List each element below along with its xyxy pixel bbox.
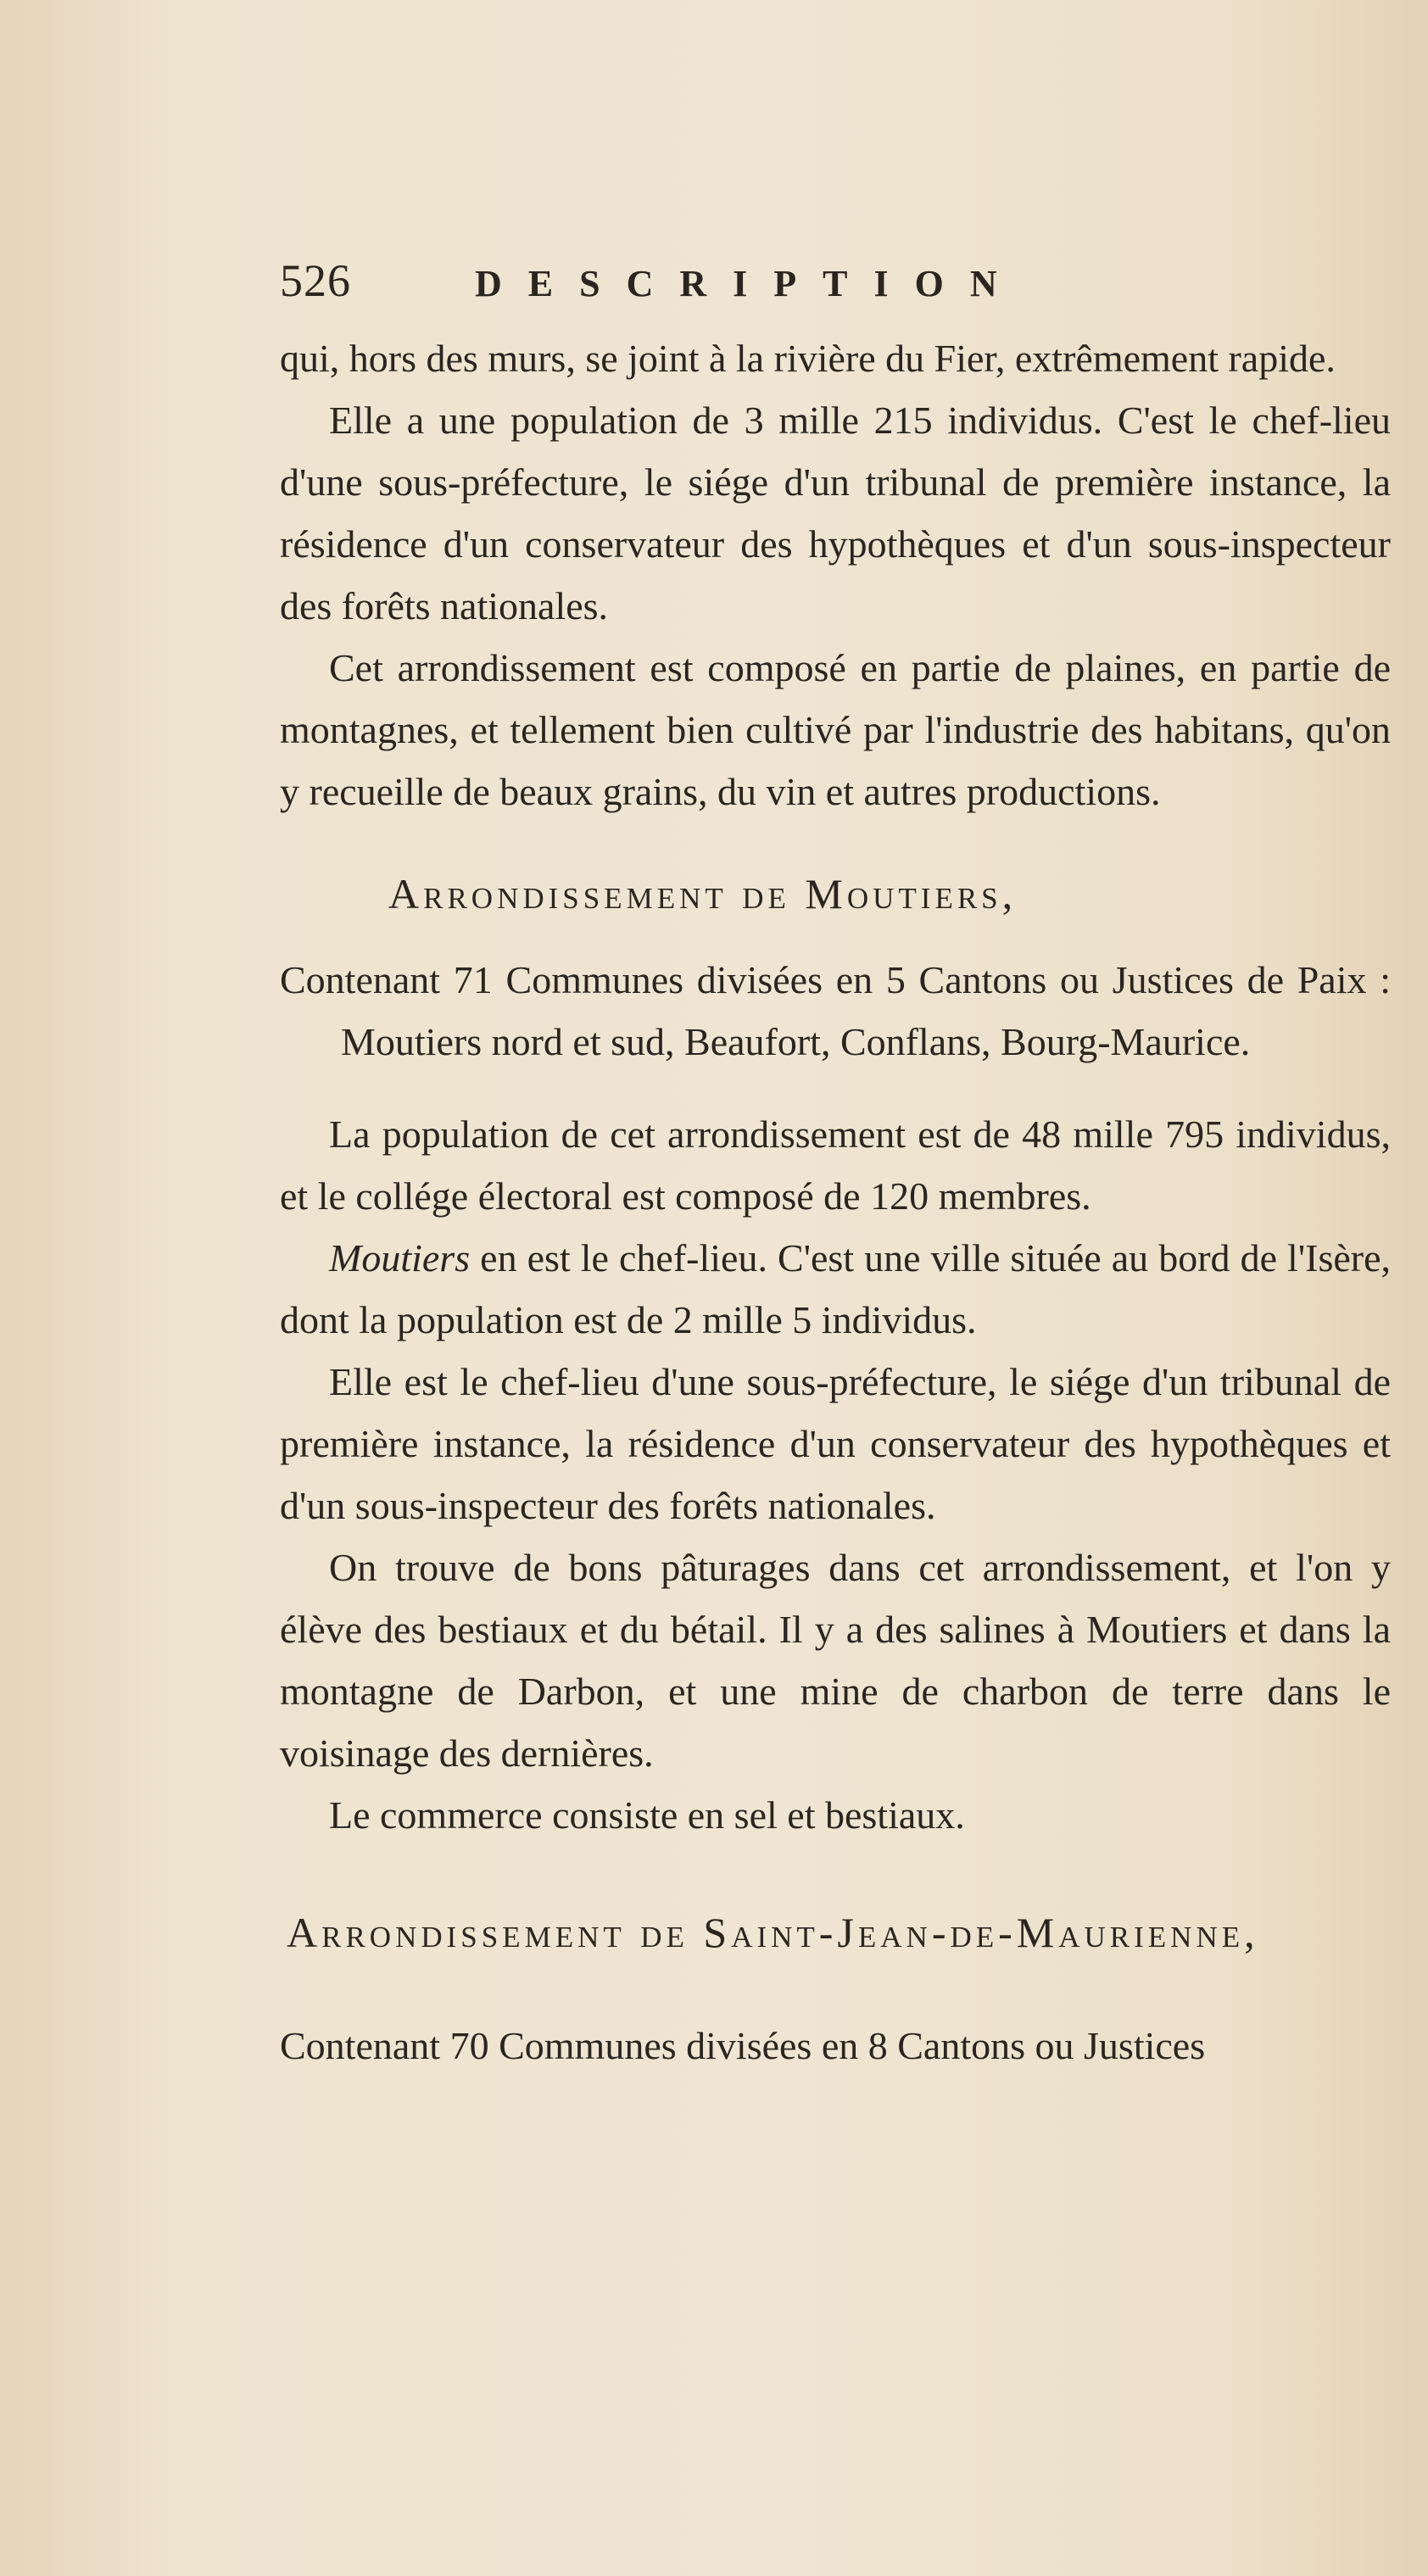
paragraph-arrondissement: Cet arrondissement est composé en partie de plaines, en partie de montagnes, et tellement bien cultivé par l'industrie des habitans, qu'on y recueille de beaux grains, du vin et autres productions. bbox=[280, 646, 1391, 813]
paragraph-moutiers-population: La population de cet arrondissement est de 48 mille 795 individus, et le collége électoral est composé de 120 membres. bbox=[280, 1112, 1391, 1218]
section-heading-maurienne: Arrondissement de Saint-Jean-de-Maurienne, bbox=[287, 1909, 1259, 1956]
italic-moutiers: Moutiers bbox=[329, 1236, 471, 1280]
running-title: DESCRIPTION bbox=[475, 263, 1024, 304]
text-block bbox=[280, 254, 1391, 2107]
page-number: 526 bbox=[280, 255, 351, 306]
paragraph-moutiers-chef-lieu bbox=[280, 1227, 1391, 1351]
paragraph-continuation: qui, hors des murs, se joint à la rivière du Fier, extrêmement rapide. bbox=[280, 337, 1336, 380]
section-heading-moutiers: Arrondissement de Moutiers, bbox=[388, 870, 1018, 917]
paragraph-population: Elle a une population de 3 mille 215 individus. C'est le chef-lieu d'une sous-préfecture, le siége d'un tribunal de première instance, la résidence d'un conservateur des hypothèques et d'un sous-inspecteur des forêts nationales. bbox=[280, 399, 1391, 627]
paragraph-moutiers-chef-lieu-text: en est le chef-lieu. C'est une ville située au bord de l'Isère, dont la population est de 2 mille 5 individus. bbox=[280, 1236, 1391, 1341]
paragraph-moutiers-sous-prefecture: Elle est le chef-lieu d'une sous-préfecture, le siége d'un tribunal de première instance, la résidence d'un conservateur des hypothèques et d'un sous-inspecteur des forêts nationales. bbox=[280, 1360, 1391, 1527]
paragraph-moutiers-commerce: Le commerce consiste en sel et bestiaux. bbox=[329, 1793, 965, 1837]
contenant-moutiers: Contenant 71 Communes divisées en 5 Cantons ou Justices de Paix : Moutiers nord et sud, Beaufort, Conflans, Bourg-Maurice. bbox=[280, 958, 1391, 1063]
contenant-maurienne: Contenant 70 Communes divisées en 8 Cantons ou Justices bbox=[280, 2024, 1206, 2067]
paragraph-moutiers-paturages: On trouve de bons pâturages dans cet arrondissement, et l'on y élève des bestiaux et du bétail. Il y a des salines à Moutiers et dans la montagne de Darbon, et une mine de charbon de terre dans le voisinage des dernières. bbox=[280, 1546, 1391, 1775]
running-head bbox=[280, 254, 1391, 322]
